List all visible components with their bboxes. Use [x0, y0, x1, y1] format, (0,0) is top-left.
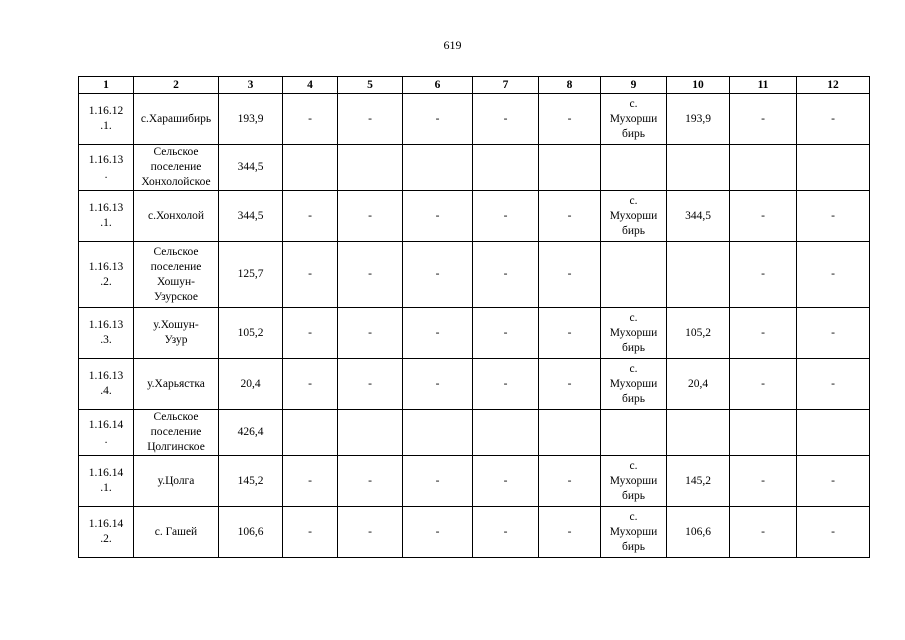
cell-col12: - [797, 507, 870, 558]
cell-col7: - [473, 507, 539, 558]
row-code: 1.16.13 .2. [79, 242, 134, 308]
cell-col11: - [730, 242, 797, 308]
column-header: 5 [338, 77, 403, 94]
cell-col11: - [730, 191, 797, 242]
row-name: Сельское поселение Хонхолойское [134, 145, 219, 191]
cell-col7: - [473, 94, 539, 145]
cell-col5: - [338, 94, 403, 145]
cell-col6: - [403, 359, 473, 410]
cell-col11: - [730, 456, 797, 507]
cell-col7: - [473, 191, 539, 242]
cell-col8: - [539, 359, 601, 410]
cell-col8: - [539, 507, 601, 558]
cell-col12: - [797, 94, 870, 145]
table-row [79, 308, 870, 359]
cell-col11: - [730, 94, 797, 145]
table-row [79, 410, 870, 456]
column-header: 4 [283, 77, 338, 94]
cell-col5 [338, 145, 403, 191]
cell-col3: 344,5 [219, 145, 283, 191]
cell-col7: - [473, 242, 539, 308]
cell-col9: с. Мухорши бирь [601, 94, 667, 145]
cell-col12 [797, 145, 870, 191]
cell-col6 [403, 410, 473, 456]
cell-col4: - [283, 507, 338, 558]
cell-col4 [283, 145, 338, 191]
cell-col3: 193,9 [219, 94, 283, 145]
cell-col11 [730, 410, 797, 456]
cell-col6: - [403, 94, 473, 145]
column-header: 7 [473, 77, 539, 94]
row-code: 1.16.13 . [79, 145, 134, 191]
cell-col8: - [539, 191, 601, 242]
cell-col8 [539, 410, 601, 456]
cell-col3: 105,2 [219, 308, 283, 359]
table-row [79, 191, 870, 242]
cell-col8: - [539, 94, 601, 145]
table-row [79, 242, 870, 308]
cell-col8 [539, 145, 601, 191]
cell-col4: - [283, 359, 338, 410]
cell-col9: с. Мухорши бирь [601, 456, 667, 507]
cell-col12 [797, 410, 870, 456]
cell-col5: - [338, 456, 403, 507]
table-row [79, 456, 870, 507]
cell-col6 [403, 145, 473, 191]
cell-col9: с. Мухорши бирь [601, 308, 667, 359]
cell-col4: - [283, 242, 338, 308]
cell-col6: - [403, 507, 473, 558]
cell-col4: - [283, 308, 338, 359]
cell-col6: - [403, 242, 473, 308]
cell-col8: - [539, 456, 601, 507]
cell-col9 [601, 242, 667, 308]
row-name: у.Харьястка [134, 359, 219, 410]
cell-col7 [473, 410, 539, 456]
cell-col9: с. Мухорши бирь [601, 507, 667, 558]
column-header: 10 [667, 77, 730, 94]
column-header: 11 [730, 77, 797, 94]
row-name: Сельское поселение Хошун- Узурское [134, 242, 219, 308]
cell-col10: 20,4 [667, 359, 730, 410]
column-header: 3 [219, 77, 283, 94]
cell-col3: 344,5 [219, 191, 283, 242]
header-row [79, 77, 870, 94]
row-code: 1.16.13 .3. [79, 308, 134, 359]
cell-col9: с. Мухорши бирь [601, 191, 667, 242]
cell-col10 [667, 145, 730, 191]
cell-col9 [601, 145, 667, 191]
row-name: с.Хонхолой [134, 191, 219, 242]
cell-col5: - [338, 359, 403, 410]
page-number: 619 [443, 38, 462, 52]
cell-col4: - [283, 456, 338, 507]
cell-col9 [601, 410, 667, 456]
cell-col12: - [797, 456, 870, 507]
cell-col11: - [730, 359, 797, 410]
cell-col12: - [797, 359, 870, 410]
row-code: 1.16.13 .4. [79, 359, 134, 410]
column-header: 9 [601, 77, 667, 94]
cell-col10: 344,5 [667, 191, 730, 242]
row-name: с. Гашей [134, 507, 219, 558]
cell-col6: - [403, 308, 473, 359]
row-code: 1.16.14 .1. [79, 456, 134, 507]
column-header: 12 [797, 77, 870, 94]
cell-col3: 426,4 [219, 410, 283, 456]
table-row [79, 507, 870, 558]
cell-col10 [667, 242, 730, 308]
cell-col4: - [283, 94, 338, 145]
cell-col7: - [473, 308, 539, 359]
cell-col12: - [797, 191, 870, 242]
cell-col8: - [539, 242, 601, 308]
cell-col3: 145,2 [219, 456, 283, 507]
row-code: 1.16.14 .2. [79, 507, 134, 558]
cell-col5: - [338, 507, 403, 558]
table-row [79, 145, 870, 191]
cell-col5: - [338, 191, 403, 242]
cell-col5 [338, 410, 403, 456]
cell-col10: 193,9 [667, 94, 730, 145]
cell-col9: с. Мухорши бирь [601, 359, 667, 410]
cell-col11: - [730, 308, 797, 359]
column-header: 1 [79, 77, 134, 94]
table-row [79, 94, 870, 145]
cell-col10: 106,6 [667, 507, 730, 558]
cell-col11: - [730, 507, 797, 558]
cell-col7: - [473, 456, 539, 507]
row-code: 1.16.14 . [79, 410, 134, 456]
row-name: Сельское поселение Цолгинское [134, 410, 219, 456]
cell-col3: 125,7 [219, 242, 283, 308]
column-header: 2 [134, 77, 219, 94]
cell-col5: - [338, 308, 403, 359]
cell-col7 [473, 145, 539, 191]
row-code: 1.16.12 .1. [79, 94, 134, 145]
cell-col8: - [539, 308, 601, 359]
cell-col5: - [338, 242, 403, 308]
cell-col4: - [283, 191, 338, 242]
cell-col10: 105,2 [667, 308, 730, 359]
cell-col12: - [797, 242, 870, 308]
data-table [78, 76, 870, 558]
cell-col7: - [473, 359, 539, 410]
cell-col6: - [403, 456, 473, 507]
cell-col12: - [797, 308, 870, 359]
table-row [79, 359, 870, 410]
cell-col10: 145,2 [667, 456, 730, 507]
row-name: у.Хошун- Узур [134, 308, 219, 359]
column-header: 6 [403, 77, 473, 94]
cell-col4 [283, 410, 338, 456]
cell-col11 [730, 145, 797, 191]
cell-col3: 106,6 [219, 507, 283, 558]
cell-col6: - [403, 191, 473, 242]
row-name: у.Цолга [134, 456, 219, 507]
row-name: с.Харашибирь [134, 94, 219, 145]
column-header: 8 [539, 77, 601, 94]
cell-col3: 20,4 [219, 359, 283, 410]
row-code: 1.16.13 .1. [79, 191, 134, 242]
cell-col10 [667, 410, 730, 456]
